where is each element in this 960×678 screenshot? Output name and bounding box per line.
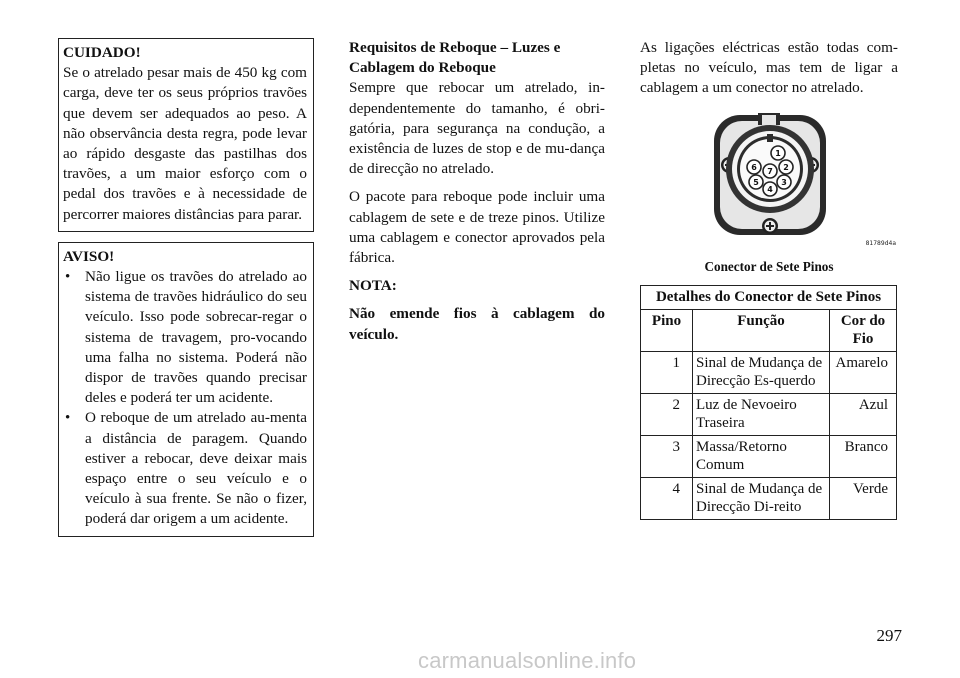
pin-cell: 4 <box>641 477 693 519</box>
middle-column <box>349 38 605 345</box>
left-column <box>58 38 314 537</box>
function-cell: Massa/Retorno Comum <box>693 435 830 477</box>
pin-label: 4 <box>767 184 773 194</box>
pin-label: 5 <box>753 177 759 187</box>
color-cell: Branco <box>830 435 897 477</box>
intro-paragraph: As ligações eléctricas estão todas com-pletas no veículo, mas tem de ligar a cablagem a um conector no atrelado. <box>640 39 898 97</box>
figure-caption: Conector de Sete Pinos <box>704 258 834 274</box>
function-cell: Sinal de Mudança de Direcção Di-reito <box>693 477 830 519</box>
pin-label: 3 <box>781 177 787 187</box>
connector-figure <box>640 109 898 259</box>
section-paragraph: Sempre que rebocar um atrelado, in-dependentemente do tamanho, é obri-gatória, para segurança na condução, a existência de luzes de stop e de mu-dança de direcção no atrelado. <box>349 79 605 178</box>
warning-item: • Não ligue os travões do atrelado ao sistema de travões hidráulico do seu veículo. Isso pode sobrecar-regar o sistema de travagem, pro-vocando uma falha no sistema. Poderá não dispor de travões quando precisar deles e poderá ter um acidente. <box>63 267 307 408</box>
caution-title: CUIDADO! <box>63 44 141 61</box>
table-row <box>641 435 897 477</box>
watermark: carmanualsonline.info <box>418 648 637 673</box>
table-row <box>641 393 897 435</box>
warning-list <box>63 267 307 530</box>
caution-text: Se o atrelado pesar mais de 450 kg com carga, deve ter os seus próprios travões que devem ser adequados ao peso. A não observância desta regra, pode levar ao rápido desgaste das pastilhas dos travões, a um maior esforço com o pedal dos travões e à necessidade de percorrer maiores distâncias para parar. <box>63 64 307 223</box>
right-column <box>640 38 898 520</box>
note-text: Não emende fios à cablagem do veículo. <box>349 305 605 343</box>
warning-item: • O reboque de um atrelado au-menta a distância de paragem. Quando estiver a rebocar, deve deixar mais espaço entre o seu veículo e o veículo à sua frente. Se não o fizer, poderá dar origem a um acidente. <box>63 408 307 529</box>
pin-cell: 3 <box>641 435 693 477</box>
table-header: Cor do Fio <box>830 309 897 351</box>
pin-cell: 2 <box>641 393 693 435</box>
color-cell: Amarelo <box>830 351 897 393</box>
pin-label: 2 <box>783 162 789 172</box>
table-caption: Detalhes do Conector de Sete Pinos <box>641 285 897 309</box>
figure-id: 81789d4a <box>865 239 896 247</box>
pin-label: 7 <box>767 166 773 176</box>
page-number: 297 <box>876 626 902 645</box>
pin-label: 1 <box>775 148 781 158</box>
note-label: NOTA: <box>349 277 397 295</box>
function-cell: Sinal de Mudança de Direcção Es-querdo <box>693 351 830 393</box>
section-paragraph: O pacote para reboque pode incluir uma cablagem de sete e de treze pinos. Utilize uma cablagem e conector aprovados pela fábrica. <box>349 188 605 267</box>
screw-icon <box>762 218 778 234</box>
caution-box <box>58 38 314 232</box>
connector-table <box>640 285 897 520</box>
table-header: Função <box>693 309 830 351</box>
table-row <box>641 351 897 393</box>
color-cell: Verde <box>830 477 897 519</box>
table-header: Pino <box>641 309 693 351</box>
warning-box <box>58 242 314 537</box>
pin-label: 6 <box>751 162 757 172</box>
warning-title: AVISO! <box>63 247 115 265</box>
section-heading: Requisitos de Reboque – Luzes e Cablagem do Reboque <box>349 39 561 77</box>
color-cell: Azul <box>830 393 897 435</box>
table-row <box>641 477 897 519</box>
function-cell: Luz de Nevoeiro Traseira <box>693 393 830 435</box>
seven-pin-connector-image <box>640 109 898 259</box>
pin-cell: 1 <box>641 351 693 393</box>
